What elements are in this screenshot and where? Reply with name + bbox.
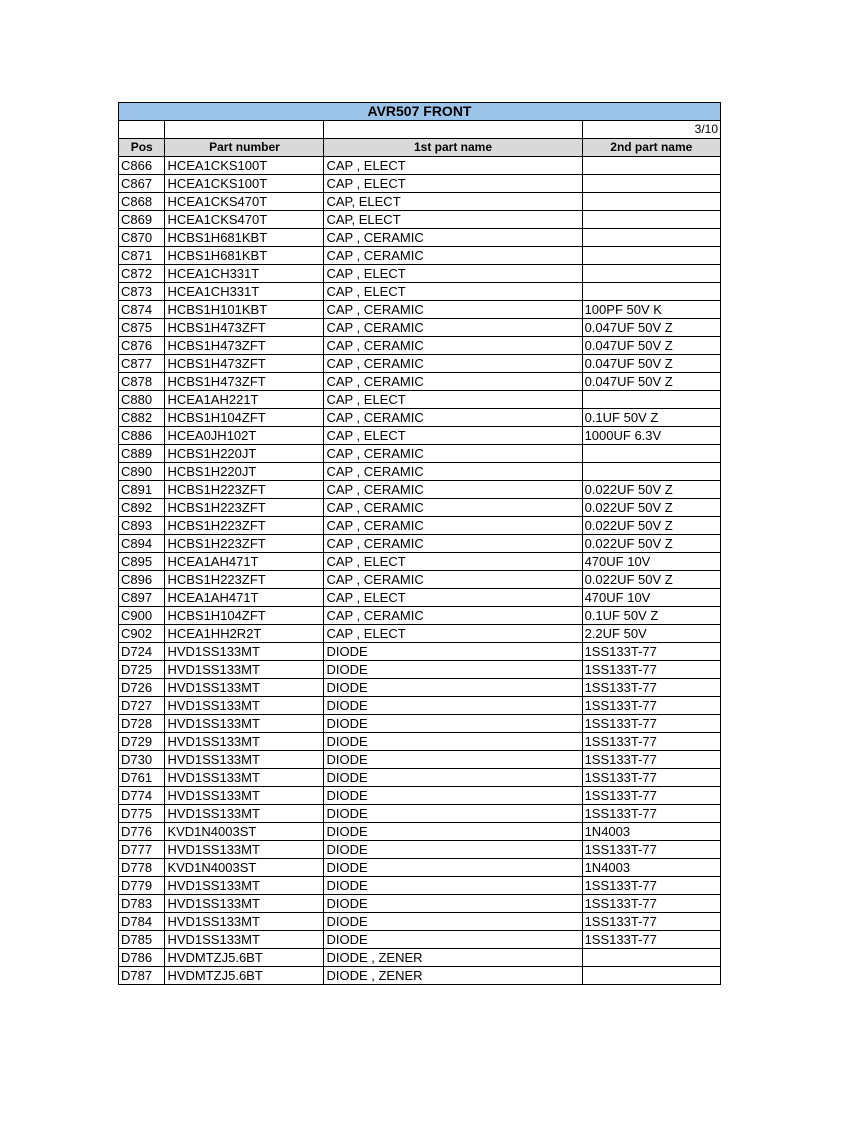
cell-1st-part-name: CAP, ELECT [324,211,582,229]
cell-pos: C895 [119,553,165,571]
page-indicator: 3/10 [582,121,720,139]
table-body [119,157,721,985]
table-row [119,859,721,877]
cell-2nd-part-name [582,949,720,967]
cell-part-number: HCBS1H681KBT [165,247,324,265]
cell-pos: C902 [119,625,165,643]
cell-2nd-part-name: 100PF 50V K [582,301,720,319]
cell-part-number: HCBS1H681KBT [165,229,324,247]
cell-pos: D784 [119,913,165,931]
cell-part-number: HVD1SS133MT [165,751,324,769]
table-row [119,697,721,715]
cell-2nd-part-name: 0.022UF 50V Z [582,499,720,517]
cell-1st-part-name: DIODE [324,895,582,913]
parts-table [118,102,721,985]
table-row [119,715,721,733]
cell-pos: C880 [119,391,165,409]
cell-part-number: HCBS1H223ZFT [165,499,324,517]
table-row [119,661,721,679]
table-row [119,409,721,427]
cell-part-number: HVDMTZJ5.6BT [165,967,324,985]
table-row [119,805,721,823]
cell-pos: C890 [119,463,165,481]
cell-part-number: HVD1SS133MT [165,805,324,823]
cell-2nd-part-name: 1SS133T-77 [582,697,720,715]
cell-1st-part-name: CAP , ELECT [324,157,582,175]
cell-part-number: HCBS1H104ZFT [165,409,324,427]
cell-part-number: HCEA1CKS470T [165,211,324,229]
cell-pos: D774 [119,787,165,805]
cell-pos: C900 [119,607,165,625]
cell-part-number: HCEA0JH102T [165,427,324,445]
cell-1st-part-name: DIODE [324,697,582,715]
cell-part-number: HCBS1H473ZFT [165,373,324,391]
cell-1st-part-name: CAP , CERAMIC [324,571,582,589]
table-row [119,553,721,571]
cell-part-number: KVD1N4003ST [165,823,324,841]
cell-part-number: HCBS1H223ZFT [165,481,324,499]
cell-2nd-part-name: 1SS133T-77 [582,931,720,949]
cell-1st-part-name: DIODE , ZENER [324,967,582,985]
cell-2nd-part-name: 2.2UF 50V [582,625,720,643]
cell-1st-part-name: CAP , ELECT [324,589,582,607]
blank-cell [324,121,582,139]
table-row [119,499,721,517]
cell-part-number: HCEA1AH471T [165,553,324,571]
cell-1st-part-name: DIODE [324,769,582,787]
cell-1st-part-name: CAP , CERAMIC [324,409,582,427]
cell-part-number: HCEA1AH471T [165,589,324,607]
cell-pos: C874 [119,301,165,319]
cell-1st-part-name: DIODE [324,823,582,841]
cell-1st-part-name: CAP , CERAMIC [324,319,582,337]
cell-1st-part-name: DIODE [324,859,582,877]
cell-1st-part-name: CAP , ELECT [324,625,582,643]
cell-1st-part-name: CAP , CERAMIC [324,337,582,355]
header-2nd-part-name: 2nd part name [582,139,720,157]
cell-2nd-part-name [582,445,720,463]
cell-pos: C871 [119,247,165,265]
cell-part-number: HCEA1CKS470T [165,193,324,211]
cell-pos: C878 [119,373,165,391]
cell-pos: C870 [119,229,165,247]
cell-pos: C893 [119,517,165,535]
table-row [119,265,721,283]
cell-pos: D726 [119,679,165,697]
cell-part-number: HVD1SS133MT [165,643,324,661]
cell-part-number: HVD1SS133MT [165,679,324,697]
cell-pos: C894 [119,535,165,553]
cell-1st-part-name: CAP , ELECT [324,283,582,301]
cell-2nd-part-name [582,391,720,409]
cell-pos: C873 [119,283,165,301]
cell-1st-part-name: DIODE [324,805,582,823]
table-row [119,337,721,355]
cell-2nd-part-name: 1SS133T-77 [582,913,720,931]
cell-pos: D727 [119,697,165,715]
cell-2nd-part-name: 1SS133T-77 [582,661,720,679]
table-row [119,967,721,985]
table-row [119,427,721,445]
cell-part-number: HVD1SS133MT [165,841,324,859]
cell-part-number: HVD1SS133MT [165,769,324,787]
cell-part-number: KVD1N4003ST [165,859,324,877]
table-row [119,949,721,967]
cell-2nd-part-name: 1SS133T-77 [582,841,720,859]
blank-cell [165,121,324,139]
cell-1st-part-name: DIODE , ZENER [324,949,582,967]
cell-2nd-part-name: 1SS133T-77 [582,751,720,769]
cell-2nd-part-name [582,967,720,985]
title-row [119,103,721,121]
cell-pos: D787 [119,967,165,985]
cell-1st-part-name: CAP , ELECT [324,265,582,283]
cell-1st-part-name: DIODE [324,643,582,661]
cell-pos: C896 [119,571,165,589]
table-row [119,733,721,751]
cell-1st-part-name: DIODE [324,751,582,769]
cell-part-number: HCBS1H220JT [165,463,324,481]
header-pos: Pos [119,139,165,157]
cell-pos: D786 [119,949,165,967]
cell-1st-part-name: DIODE [324,679,582,697]
cell-pos: D776 [119,823,165,841]
cell-1st-part-name: CAP , ELECT [324,553,582,571]
cell-1st-part-name: DIODE [324,877,582,895]
table-row [119,607,721,625]
table-row [119,301,721,319]
cell-2nd-part-name: 0.022UF 50V Z [582,535,720,553]
cell-pos: D761 [119,769,165,787]
cell-2nd-part-name: 1SS133T-77 [582,715,720,733]
cell-2nd-part-name [582,193,720,211]
cell-part-number: HCBS1H223ZFT [165,571,324,589]
cell-1st-part-name: CAP , CERAMIC [324,607,582,625]
cell-2nd-part-name [582,283,720,301]
cell-part-number: HVD1SS133MT [165,913,324,931]
cell-part-number: HCBS1H473ZFT [165,337,324,355]
cell-2nd-part-name: 1SS133T-77 [582,787,720,805]
cell-part-number: HVD1SS133MT [165,733,324,751]
cell-1st-part-name: CAP , CERAMIC [324,355,582,373]
cell-part-number: HVD1SS133MT [165,697,324,715]
cell-part-number: HVD1SS133MT [165,931,324,949]
cell-part-number: HCBS1H473ZFT [165,319,324,337]
cell-1st-part-name: CAP , CERAMIC [324,499,582,517]
cell-pos: D779 [119,877,165,895]
page-indicator-row [119,121,721,139]
cell-part-number: HCEA1HH2R2T [165,625,324,643]
cell-2nd-part-name [582,175,720,193]
cell-2nd-part-name: 0.022UF 50V Z [582,571,720,589]
cell-pos: D778 [119,859,165,877]
cell-2nd-part-name: 1SS133T-77 [582,733,720,751]
cell-part-number: HCBS1H223ZFT [165,517,324,535]
cell-pos: C889 [119,445,165,463]
table-row [119,247,721,265]
header-row [119,139,721,157]
cell-1st-part-name: CAP , CERAMIC [324,463,582,481]
cell-2nd-part-name: 0.1UF 50V Z [582,409,720,427]
cell-pos: C872 [119,265,165,283]
cell-pos: D725 [119,661,165,679]
table-row [119,877,721,895]
cell-1st-part-name: DIODE [324,841,582,859]
cell-part-number: HCBS1H473ZFT [165,355,324,373]
cell-1st-part-name: DIODE [324,715,582,733]
cell-2nd-part-name: 1SS133T-77 [582,769,720,787]
cell-pos: C882 [119,409,165,427]
cell-2nd-part-name: 1SS133T-77 [582,805,720,823]
cell-part-number: HVDMTZJ5.6BT [165,949,324,967]
table-row [119,355,721,373]
cell-2nd-part-name: 0.047UF 50V Z [582,319,720,337]
cell-1st-part-name: DIODE [324,733,582,751]
cell-1st-part-name: CAP , ELECT [324,427,582,445]
table-row [119,823,721,841]
cell-part-number: HCBS1H223ZFT [165,535,324,553]
cell-2nd-part-name: 1N4003 [582,859,720,877]
cell-pos: D724 [119,643,165,661]
cell-1st-part-name: CAP , CERAMIC [324,301,582,319]
cell-1st-part-name: CAP , CERAMIC [324,445,582,463]
cell-1st-part-name: CAP , ELECT [324,391,582,409]
cell-2nd-part-name: 1SS133T-77 [582,877,720,895]
cell-1st-part-name: CAP , ELECT [324,175,582,193]
table-row [119,571,721,589]
table-row [119,445,721,463]
cell-2nd-part-name: 0.047UF 50V Z [582,355,720,373]
table-row [119,787,721,805]
table-row [119,229,721,247]
table-row [119,463,721,481]
table-row [119,679,721,697]
cell-2nd-part-name: 1SS133T-77 [582,895,720,913]
cell-1st-part-name: CAP , CERAMIC [324,247,582,265]
cell-2nd-part-name: 0.022UF 50V Z [582,517,720,535]
table-row [119,751,721,769]
cell-part-number: HCEA1CH331T [165,265,324,283]
cell-pos: D777 [119,841,165,859]
cell-pos: C866 [119,157,165,175]
table-row [119,175,721,193]
table-row [119,283,721,301]
cell-pos: D775 [119,805,165,823]
table-row [119,319,721,337]
cell-2nd-part-name: 0.047UF 50V Z [582,337,720,355]
cell-part-number: HCBS1H220JT [165,445,324,463]
table-row [119,895,721,913]
cell-part-number: HVD1SS133MT [165,895,324,913]
cell-pos: D729 [119,733,165,751]
cell-part-number: HCBS1H101KBT [165,301,324,319]
cell-part-number: HCEA1CH331T [165,283,324,301]
table-row [119,931,721,949]
cell-1st-part-name: CAP , CERAMIC [324,481,582,499]
cell-2nd-part-name: 0.047UF 50V Z [582,373,720,391]
table-row [119,643,721,661]
cell-part-number: HCBS1H104ZFT [165,607,324,625]
cell-1st-part-name: CAP , CERAMIC [324,535,582,553]
table-row [119,913,721,931]
cell-2nd-part-name: 0.1UF 50V Z [582,607,720,625]
cell-pos: D785 [119,931,165,949]
cell-1st-part-name: CAP, ELECT [324,193,582,211]
cell-pos: C897 [119,589,165,607]
table-row [119,841,721,859]
table-row [119,157,721,175]
table-row [119,769,721,787]
blank-cell [119,121,165,139]
table-row [119,517,721,535]
cell-1st-part-name: DIODE [324,661,582,679]
table-row [119,625,721,643]
cell-2nd-part-name: 1N4003 [582,823,720,841]
cell-2nd-part-name: 470UF 10V [582,589,720,607]
table-row [119,589,721,607]
cell-2nd-part-name: 470UF 10V [582,553,720,571]
header-part-number: Part number [165,139,324,157]
cell-pos: D783 [119,895,165,913]
cell-part-number: HVD1SS133MT [165,877,324,895]
table-row [119,211,721,229]
cell-2nd-part-name: 0.022UF 50V Z [582,481,720,499]
table-row [119,391,721,409]
cell-1st-part-name: CAP , CERAMIC [324,229,582,247]
cell-1st-part-name: DIODE [324,787,582,805]
cell-2nd-part-name [582,211,720,229]
cell-pos: C891 [119,481,165,499]
cell-part-number: HCEA1AH221T [165,391,324,409]
cell-1st-part-name: CAP , CERAMIC [324,517,582,535]
cell-part-number: HVD1SS133MT [165,715,324,733]
cell-pos: D728 [119,715,165,733]
cell-2nd-part-name [582,247,720,265]
cell-2nd-part-name [582,157,720,175]
cell-2nd-part-name: 1SS133T-77 [582,643,720,661]
cell-1st-part-name: DIODE [324,913,582,931]
cell-2nd-part-name: 1000UF 6.3V [582,427,720,445]
cell-pos: C869 [119,211,165,229]
cell-2nd-part-name [582,265,720,283]
cell-part-number: HCEA1CKS100T [165,157,324,175]
cell-pos: C875 [119,319,165,337]
cell-part-number: HVD1SS133MT [165,661,324,679]
cell-2nd-part-name: 1SS133T-77 [582,679,720,697]
header-1st-part-name: 1st part name [324,139,582,157]
cell-pos: C877 [119,355,165,373]
cell-2nd-part-name [582,463,720,481]
table-row [119,373,721,391]
cell-pos: D730 [119,751,165,769]
cell-2nd-part-name [582,229,720,247]
cell-1st-part-name: CAP , CERAMIC [324,373,582,391]
cell-pos: C868 [119,193,165,211]
cell-pos: C886 [119,427,165,445]
cell-part-number: HVD1SS133MT [165,787,324,805]
cell-1st-part-name: DIODE [324,931,582,949]
page-title: AVR507 FRONT [119,103,721,121]
table-row [119,481,721,499]
cell-part-number: HCEA1CKS100T [165,175,324,193]
cell-pos: C876 [119,337,165,355]
cell-pos: C892 [119,499,165,517]
table-row [119,535,721,553]
table-row [119,193,721,211]
cell-pos: C867 [119,175,165,193]
